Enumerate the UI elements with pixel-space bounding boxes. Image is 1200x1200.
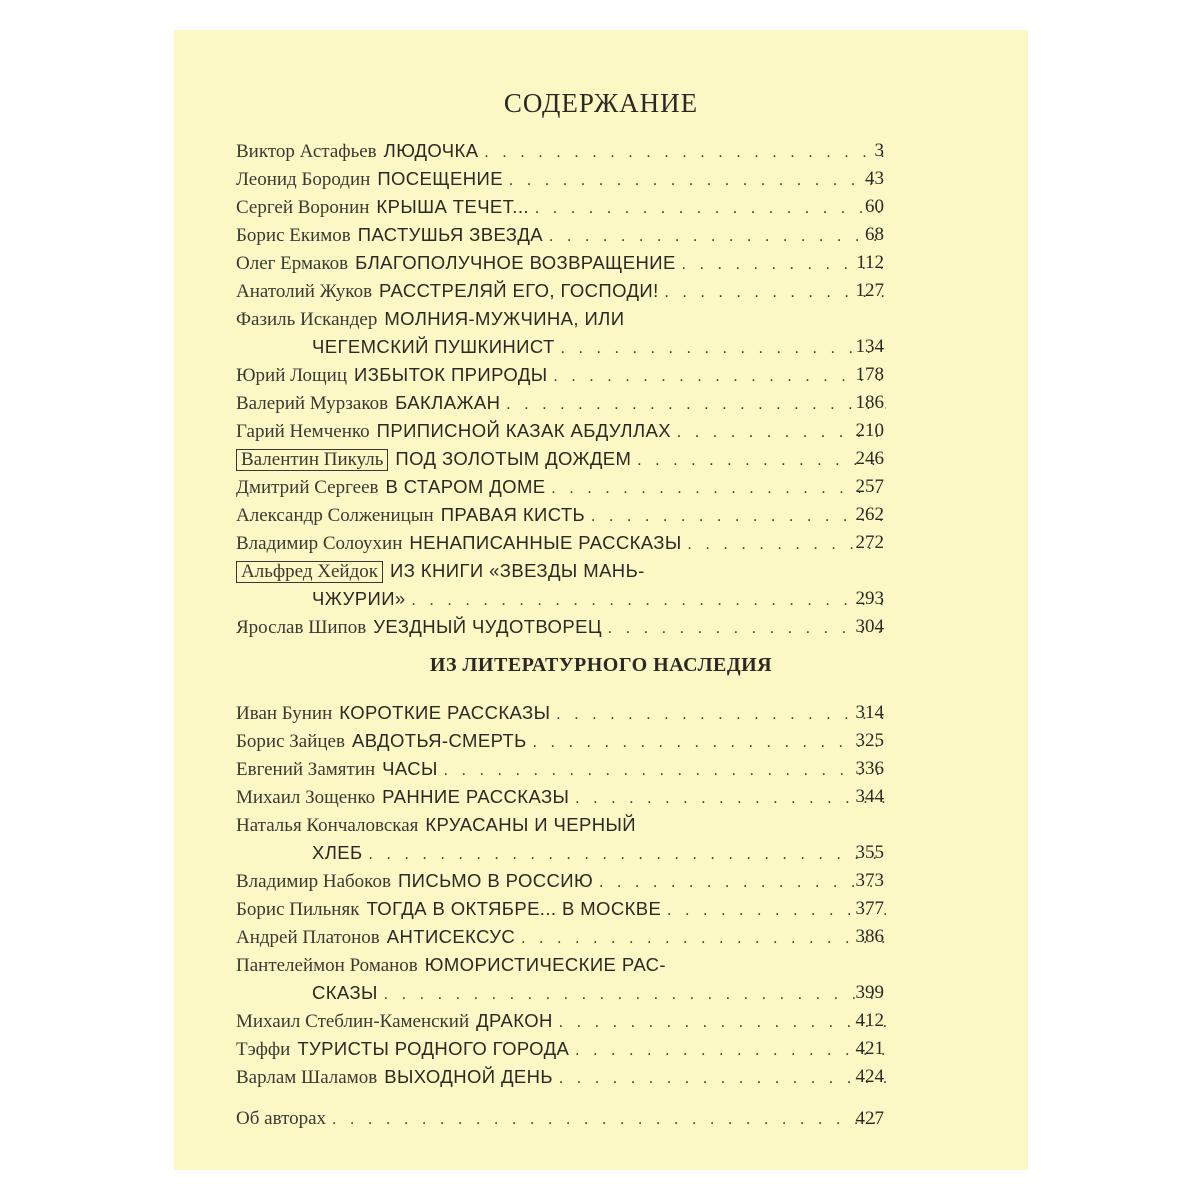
entry-page: 424: [855, 1066, 884, 1087]
entry-title: ПРИПИСНОЙ КАЗАК АБДУЛЛАХ: [376, 420, 671, 441]
entry-page: 257: [855, 476, 884, 497]
toc-entry: [236, 786, 886, 814]
entry-title: ПАСТУШЬЯ ЗВЕЗДА: [357, 224, 544, 245]
entry-page: 246: [855, 448, 884, 469]
entry-page: 412: [855, 1010, 884, 1031]
about-authors-label: Об авторах: [236, 1108, 327, 1129]
entry-author: Александр Солженицын: [236, 505, 434, 526]
page-title: СОДЕРЖАНИЕ: [503, 88, 699, 118]
entry-author: Борис Екимов: [236, 225, 351, 246]
toc-entry: [236, 224, 886, 252]
entry-author: Валерий Мурзаков: [236, 393, 389, 414]
leader-dots: [412, 592, 886, 610]
entry-title: ТУРИСТЫ РОДНОГО ГОРОДА: [297, 1038, 570, 1059]
entry-title: КОРОТКИЕ РАССКАЗЫ: [339, 702, 551, 723]
toc-entry-continuation: [312, 336, 886, 364]
entry-author: Фазиль Искандер: [236, 309, 378, 330]
leader-dots: [444, 762, 886, 780]
toc-entry-continuation: [312, 588, 886, 616]
toc-entry: [236, 616, 886, 644]
entry-author: Михаил Зощенко: [236, 787, 376, 808]
entry-author: Дмитрий Сергеев: [236, 477, 379, 498]
toc-entry-about: [236, 1108, 886, 1136]
entry-author: Пантелеймон Романов: [236, 955, 418, 976]
entry-author: Анатолий Жуков: [236, 281, 373, 302]
entry-title-continued: СКАЗЫ: [312, 982, 378, 1003]
toc-entry: [236, 532, 886, 560]
toc-entry: [236, 392, 886, 420]
entry-page: 60: [865, 196, 884, 217]
entry-author: Андрей Платонов: [236, 927, 380, 948]
toc-entry: [236, 420, 886, 448]
toc-entry: [236, 168, 886, 196]
book-page: [174, 30, 1028, 1170]
entry-page: 373: [855, 870, 884, 891]
leader-dots: [332, 1111, 886, 1129]
entry-page: 112: [856, 252, 884, 273]
toc-entry: [236, 870, 886, 898]
entry-title: НЕНАПИСАННЫЕ РАССКАЗЫ: [409, 532, 682, 553]
entry-author: Гарий Немченко: [236, 421, 370, 442]
entry-title: ПОД ЗОЛОТЫМ ДОЖДЕМ: [395, 448, 632, 469]
entry-author-framed: Альфред Хейдок: [236, 561, 383, 583]
entry-author: Ярослав Шипов: [236, 617, 367, 638]
entry-author: Владимир Солоухин: [236, 533, 403, 554]
entry-page: 399: [855, 982, 884, 1003]
entry-title: ВЫХОДНОЙ ДЕНЬ: [384, 1066, 553, 1087]
entry-page: 293: [855, 588, 884, 609]
entry-page: 336: [855, 758, 884, 779]
entry-author: Варлам Шаламов: [236, 1067, 378, 1088]
entry-page: 344: [855, 786, 884, 807]
entry-author: Владимир Набоков: [236, 871, 391, 892]
entry-page: 314: [855, 702, 884, 723]
entry-title: УЕЗДНЫЙ ЧУДОТВОРЕЦ: [373, 616, 602, 637]
entry-title: ЮМОРИСТИЧЕСКИЕ РАС-: [424, 954, 666, 975]
toc-entry: [236, 954, 886, 982]
about-authors-page: 427: [855, 1108, 884, 1129]
entry-author: Михаил Стеблин-Каменский: [236, 1011, 470, 1032]
toc-entry: [236, 280, 886, 308]
entry-title: РАССТРЕЛЯЙ ЕГО, ГОСПОДИ!: [379, 280, 659, 301]
entry-author: Юрий Лощиц: [236, 365, 347, 386]
entry-author: Борис Зайцев: [236, 731, 345, 752]
entry-page: 68: [865, 224, 884, 245]
toc-entry: [236, 560, 886, 588]
leader-dots: [384, 986, 886, 1004]
toc-entry-continuation: [312, 982, 886, 1010]
toc-entry: [236, 1066, 886, 1094]
toc-entry: [236, 730, 886, 758]
entry-page: 304: [855, 616, 884, 637]
entry-title: ДРАКОН: [476, 1010, 553, 1031]
toc-entry: [236, 926, 886, 954]
toc-entry: [236, 1010, 886, 1038]
entry-title: МОЛНИЯ-МУЖЧИНА, ИЛИ: [384, 308, 625, 329]
entry-title: ЛЮДОЧКА: [383, 140, 479, 161]
entry-title-continued: ХЛЕБ: [312, 842, 363, 863]
entry-page: 355: [855, 842, 884, 863]
entry-author-framed: Валентин Пикуль: [236, 449, 388, 471]
entry-title: ПИСЬМО В РОССИЮ: [397, 870, 594, 891]
toc-entry: [236, 1038, 886, 1066]
entry-author: Наталья Кончаловская: [236, 815, 419, 836]
toc-entry: [236, 448, 886, 476]
entry-title: АНТИСЕКСУС: [386, 926, 516, 947]
entry-page: 127: [855, 280, 884, 301]
entry-title: ИЗБЫТОК ПРИРОДЫ: [354, 364, 548, 385]
entry-title: ПОСЕЩЕНИЕ: [377, 168, 503, 189]
entry-page: 134: [855, 336, 884, 357]
section-heading: ИЗ ЛИТЕРАТУРНОГО НАСЛЕДИЯ: [429, 654, 773, 676]
toc-entry: [236, 252, 886, 280]
entry-page: 3: [874, 140, 884, 161]
toc-entry: [236, 364, 886, 392]
entry-title: БЛАГОПОЛУЧНОЕ ВОЗВРАЩЕНИЕ: [355, 252, 676, 273]
entry-page: 210: [855, 420, 884, 441]
toc-entry: [236, 476, 886, 504]
entry-page: 178: [855, 364, 884, 385]
toc-entry: [236, 814, 886, 842]
entry-title: ПРАВАЯ КИСТЬ: [440, 504, 586, 525]
entry-title: В СТАРОМ ДОМЕ: [385, 476, 546, 497]
toc-entry: [236, 504, 886, 532]
entry-page: 186: [855, 392, 884, 413]
toc-entry: [236, 308, 886, 336]
entry-author: Сергей Воронин: [236, 197, 370, 218]
entry-title: ИЗ КНИГИ «ЗВЕЗДЫ МАНЬ-: [390, 560, 645, 581]
entry-author: Тэффи: [236, 1039, 291, 1060]
entry-page: 262: [855, 504, 884, 525]
toc-entry-continuation: [312, 842, 886, 870]
entry-author: Иван Бунин: [236, 703, 333, 724]
entry-title-continued: ЧЕГЕМСКИЙ ПУШКИНИСТ: [312, 336, 555, 357]
toc-entry: [236, 702, 886, 730]
entry-author: Олег Ермаков: [236, 253, 349, 274]
entry-title: АВДОТЬЯ-СМЕРТЬ: [351, 730, 527, 751]
toc-entry: [236, 898, 886, 926]
entry-page: 386: [855, 926, 884, 947]
entry-author: Леонид Бородин: [236, 169, 371, 190]
entry-author: Виктор Астафьев: [236, 141, 377, 162]
entry-page: 272: [855, 532, 884, 553]
entry-author: Борис Пильняк: [236, 899, 360, 920]
toc-entry: [236, 140, 886, 168]
entry-title: БАКЛАЖАН: [395, 392, 501, 413]
entry-title: ЧАСЫ: [382, 758, 438, 779]
entry-title: КРУАСАНЫ И ЧЕРНЫЙ: [425, 814, 636, 835]
toc-entry: [236, 758, 886, 786]
entry-title: КРЫША ТЕЧЕТ...: [376, 196, 529, 217]
entry-page: 325: [855, 730, 884, 751]
toc-entry: [236, 196, 886, 224]
entry-author: Евгений Замятин: [236, 759, 376, 780]
entry-page: 421: [855, 1038, 884, 1059]
entry-page: 43: [865, 168, 884, 189]
entry-title: ТОГДА В ОКТЯБРЕ... В МОСКВЕ: [366, 898, 662, 919]
entry-page: 377: [855, 898, 884, 919]
leader-dots: [369, 846, 886, 864]
entry-title: РАННИЕ РАССКАЗЫ: [382, 786, 570, 807]
entry-title-continued: ЧЖУРИИ»: [312, 588, 406, 609]
